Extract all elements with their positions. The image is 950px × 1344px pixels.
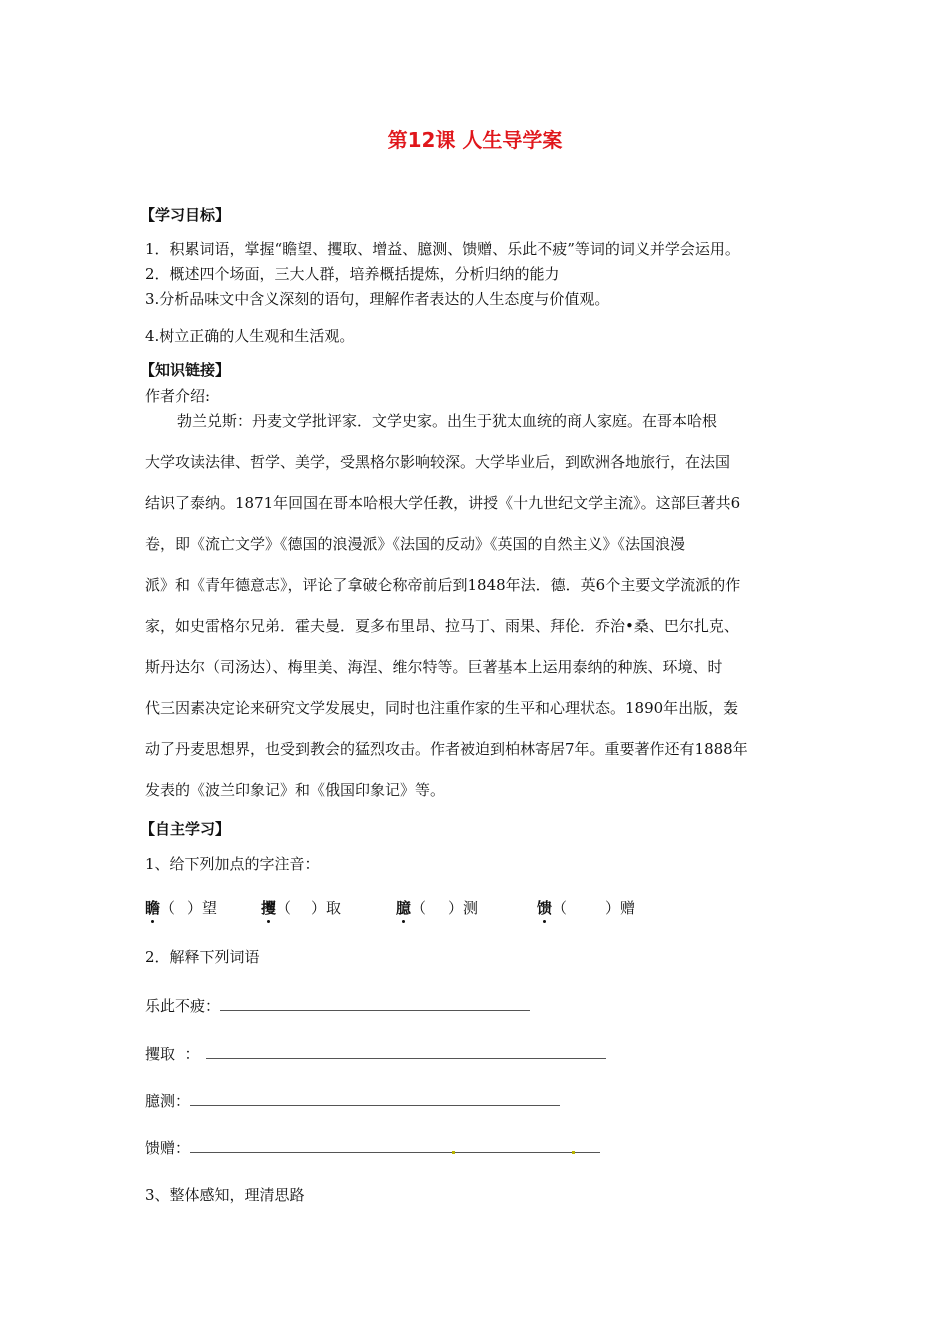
pinyin-item-1: 瞻（ ）望 (145, 899, 218, 917)
author-paragraph-line: 家，如史雷格尔兄弟．霍夫曼．夏多布里昂、拉马丁、雨果、拜伦．乔治•桑、巴尔扎克、 (145, 617, 739, 635)
self-study-heading: 【自主学习】 (140, 820, 231, 838)
term-row-2 (145, 1043, 606, 1064)
author-paragraph-line: 派》和《青年德意志》，评论了拿破仑称帝前后到1848年法．德．英6个主要文学流派的作 (145, 576, 741, 594)
term-row-4 (145, 1137, 600, 1158)
author-paragraph-line: 大学攻读法律、哲学、美学，受黑格尔影响较深。大学毕业后，到欧洲各地旅行，在法国 (145, 453, 731, 471)
objective-item: 2．概述四个场面，三大人群，培养概括提炼，分析归纳的能力 (145, 265, 560, 283)
author-paragraph-line: 勃兰兑斯：丹麦文学批评家．文学史家。出生于犹太血统的商人家庭。在哥本哈根 (177, 412, 718, 430)
objective-item: 1．积累词语，掌握“瞻望、攫取、增益、臆测、馈赠、乐此不疲”等词的词义并学会运用。 (145, 240, 740, 258)
mark-dot (572, 1151, 575, 1154)
answer-blank[interactable] (206, 1045, 606, 1059)
author-paragraph-line: 动了丹麦思想界，也受到教会的猛烈攻击。作者被迫到柏林寄居7年。重要著作还有1888年 (145, 740, 748, 758)
answer-blank[interactable] (220, 997, 530, 1011)
term-row-1 (145, 995, 530, 1016)
author-paragraph-line: 发表的《波兰印象记》和《俄国印象记》等。 (145, 781, 446, 799)
term-label: 攫取 ： (145, 1045, 200, 1063)
objective-item: 3.分析品味文中含义深刻的语句，理解作者表达的人生态度与价值观。 (145, 290, 610, 308)
pinyin-item-3: 臆（ ）测 (396, 899, 479, 917)
dotted-char: 臆 (396, 899, 412, 917)
pinyin-item-4: 馈（ ）赠 (537, 899, 636, 917)
term-label: 乐此不疲： (145, 997, 221, 1015)
dotted-char: 攫 (261, 899, 277, 917)
question-3: 3、整体感知，理清思路 (145, 1186, 305, 1204)
term-row-3 (145, 1090, 560, 1111)
answer-blank[interactable] (190, 1139, 600, 1153)
term-label: 馈赠： (145, 1139, 191, 1157)
question-1: 1、给下列加点的字注音： (145, 855, 320, 873)
author-paragraph-line: 结识了泰纳。1871年回国在哥本哈根大学任教，讲授《十九世纪文学主流》。这部巨著共6 (145, 494, 741, 512)
knowledge-heading: 【知识链接】 (140, 361, 231, 379)
author-paragraph-line: 代三因素决定论来研究文学发展史，同时也注重作家的生平和心理状态。1890年出版，轰 (145, 699, 739, 717)
page-title: 第12课 人生导学案 (387, 128, 563, 152)
author-label: 作者介绍: (145, 387, 211, 405)
dotted-char: 瞻 (145, 899, 161, 917)
objective-item: 4.树立正确的人生观和生活观。 (145, 327, 355, 345)
dotted-char: 馈 (537, 899, 553, 917)
term-label: 臆测： (145, 1092, 191, 1110)
author-paragraph-line: 卷，即《流亡文学》《德国的浪漫派》《法国的反动》《英国的自然主义》《法国浪漫 (145, 535, 686, 553)
question-2: 2．解释下列词语 (145, 948, 260, 966)
objectives-heading: 【学习目标】 (140, 206, 231, 224)
mark-dot (452, 1151, 455, 1154)
author-paragraph-line: 斯丹达尔（司汤达）、梅里美、海涅、维尔特等。巨著基本上运用泰纳的种族、环境、时 (145, 658, 723, 676)
answer-blank[interactable] (190, 1092, 560, 1106)
pinyin-item-2: 攫（ ）取 (261, 899, 342, 917)
